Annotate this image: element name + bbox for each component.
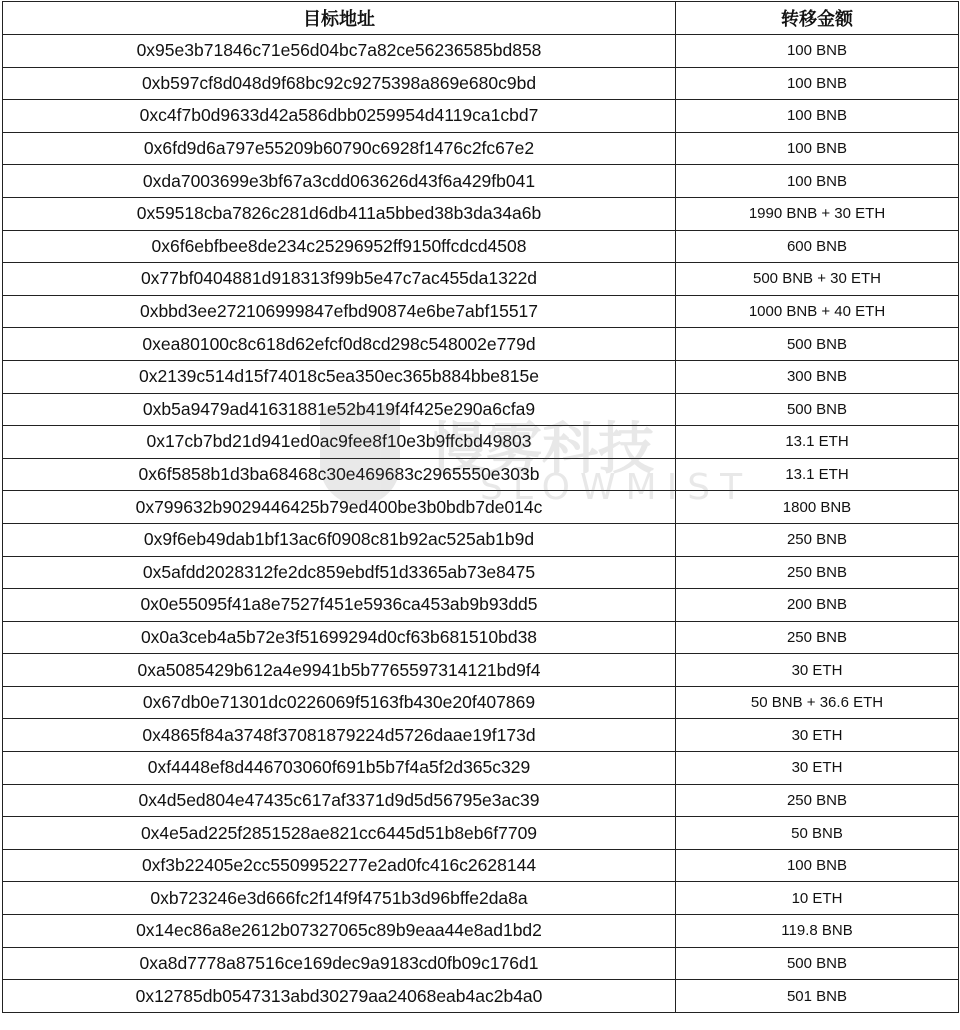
address-cell: 0x59518cba7826c281d6db411a5bbed38b3da34a6b [3, 197, 676, 230]
table-row [3, 132, 959, 165]
address-cell: 0xc4f7b0d9633d42a586dbb0259954d4119ca1cbd7 [3, 100, 676, 133]
amount-cell: 50 BNB [676, 817, 959, 850]
table-row [3, 328, 959, 361]
amount-cell: 250 BNB [676, 784, 959, 817]
amount-cell: 50 BNB + 36.6 ETH [676, 686, 959, 719]
header-amount: 转移金额 [676, 2, 959, 35]
amount-cell: 100 BNB [676, 132, 959, 165]
table-row [3, 556, 959, 589]
address-cell: 0x95e3b71846c71e56d04bc7a82ce56236585bd858 [3, 35, 676, 68]
amount-cell: 100 BNB [676, 100, 959, 133]
amount-cell: 500 BNB + 30 ETH [676, 263, 959, 296]
amount-cell: 13.1 ETH [676, 426, 959, 459]
table-row [3, 621, 959, 654]
amount-cell: 30 ETH [676, 752, 959, 785]
table-row [3, 67, 959, 100]
address-cell: 0xa8d7778a87516ce169dec9a9183cd0fb09c176d1 [3, 947, 676, 980]
amount-cell: 1990 BNB + 30 ETH [676, 197, 959, 230]
table-row [3, 589, 959, 622]
table-row [3, 197, 959, 230]
amount-cell: 500 BNB [676, 393, 959, 426]
table-row [3, 915, 959, 948]
amount-cell: 500 BNB [676, 328, 959, 361]
amount-cell: 250 BNB [676, 523, 959, 556]
address-cell: 0x4e5ad225f2851528ae821cc6445d51b8eb6f7709 [3, 817, 676, 850]
amount-cell: 10 ETH [676, 882, 959, 915]
table-row [3, 947, 959, 980]
address-cell: 0x0a3ceb4a5b72e3f51699294d0cf63b681510bd38 [3, 621, 676, 654]
address-cell: 0xf3b22405e2cc5509952277e2ad0fc416c2628144 [3, 849, 676, 882]
amount-cell: 13.1 ETH [676, 458, 959, 491]
table-row [3, 784, 959, 817]
table-row [3, 817, 959, 850]
address-cell: 0xa5085429b612a4e9941b5b7765597314121bd9f4 [3, 654, 676, 687]
amount-cell: 100 BNB [676, 165, 959, 198]
table-row [3, 752, 959, 785]
address-cell: 0x799632b9029446425b79ed400be3b0bdb7de014c [3, 491, 676, 524]
table-row [3, 654, 959, 687]
amount-cell: 250 BNB [676, 621, 959, 654]
address-cell: 0xda7003699e3bf67a3cdd063626d43f6a429fb041 [3, 165, 676, 198]
address-cell: 0x4865f84a3748f37081879224d5726daae19f173d [3, 719, 676, 752]
table-row [3, 263, 959, 296]
address-cell: 0x77bf0404881d918313f99b5e47c7ac455da1322d [3, 263, 676, 296]
address-cell: 0x2139c514d15f74018c5ea350ec365b884bbe815e [3, 360, 676, 393]
address-cell: 0x6f5858b1d3ba68468c30e469683c2965550e303b [3, 458, 676, 491]
address-cell: 0xf4448ef8d446703060f691b5b7f4a5f2d365c329 [3, 752, 676, 785]
table-row [3, 882, 959, 915]
address-cell: 0xb5a9479ad41631881e52b419f4f425e290a6cfa9 [3, 393, 676, 426]
watermark-cn: 慢雾科技 [430, 417, 654, 482]
transfer-table [2, 1, 959, 1013]
table-row [3, 165, 959, 198]
amount-cell: 100 BNB [676, 67, 959, 100]
amount-cell: 1000 BNB + 40 ETH [676, 295, 959, 328]
amount-cell: 300 BNB [676, 360, 959, 393]
address-cell: 0x14ec86a8e2612b07327065c89b9eaa44e8ad1bd2 [3, 915, 676, 948]
amount-cell: 30 ETH [676, 719, 959, 752]
address-cell: 0x0e55095f41a8e7527f451e5936ca453ab9b93dd5 [3, 589, 676, 622]
address-cell: 0x4d5ed804e47435c617af3371d9d5d56795e3ac39 [3, 784, 676, 817]
amount-cell: 500 BNB [676, 947, 959, 980]
address-cell: 0x6f6ebfbee8de234c25296952ff9150ffcdcd4508 [3, 230, 676, 263]
table-row [3, 980, 959, 1013]
amount-cell: 250 BNB [676, 556, 959, 589]
table-row [3, 35, 959, 68]
table-row [3, 295, 959, 328]
header-row [3, 2, 959, 35]
amount-cell: 501 BNB [676, 980, 959, 1013]
address-cell: 0x67db0e71301dc0226069f5163fb430e20f407869 [3, 686, 676, 719]
address-cell: 0x17cb7bd21d941ed0ac9fee8f10e3b9ffcbd49803 [3, 426, 676, 459]
amount-cell: 200 BNB [676, 589, 959, 622]
table-row [3, 100, 959, 133]
amount-cell: 1800 BNB [676, 491, 959, 524]
address-cell: 0x5afdd2028312fe2dc859ebdf51d3365ab73e8475 [3, 556, 676, 589]
address-cell: 0xb723246e3d666fc2f14f9f4751b3d96bffe2da8a [3, 882, 676, 915]
amount-cell: 600 BNB [676, 230, 959, 263]
table-row [3, 849, 959, 882]
address-cell: 0x9f6eb49dab1bf13ac6f0908c81b92ac525ab1b9d [3, 523, 676, 556]
address-cell: 0x12785db0547313abd30279aa24068eab4ac2b4a0 [3, 980, 676, 1013]
address-cell: 0xea80100c8c618d62efcf0d8cd298c548002e779d [3, 328, 676, 361]
table-row [3, 523, 959, 556]
table-row [3, 719, 959, 752]
table-row [3, 491, 959, 524]
watermark-en: SLOWMIST [480, 467, 753, 508]
address-cell: 0xb597cf8d048d9f68bc92c9275398a869e680c9bd [3, 67, 676, 100]
amount-cell: 30 ETH [676, 654, 959, 687]
address-cell: 0x6fd9d6a797e55209b60790c6928f1476c2fc67e2 [3, 132, 676, 165]
amount-cell: 100 BNB [676, 35, 959, 68]
table-row [3, 393, 959, 426]
address-cell: 0xbbd3ee272106999847efbd90874e6be7abf15517 [3, 295, 676, 328]
table-row [3, 426, 959, 459]
header-address: 目标地址 [3, 2, 676, 35]
amount-cell: 119.8 BNB [676, 915, 959, 948]
table-row [3, 686, 959, 719]
table-row [3, 458, 959, 491]
table-row [3, 230, 959, 263]
table-row [3, 360, 959, 393]
amount-cell: 100 BNB [676, 849, 959, 882]
